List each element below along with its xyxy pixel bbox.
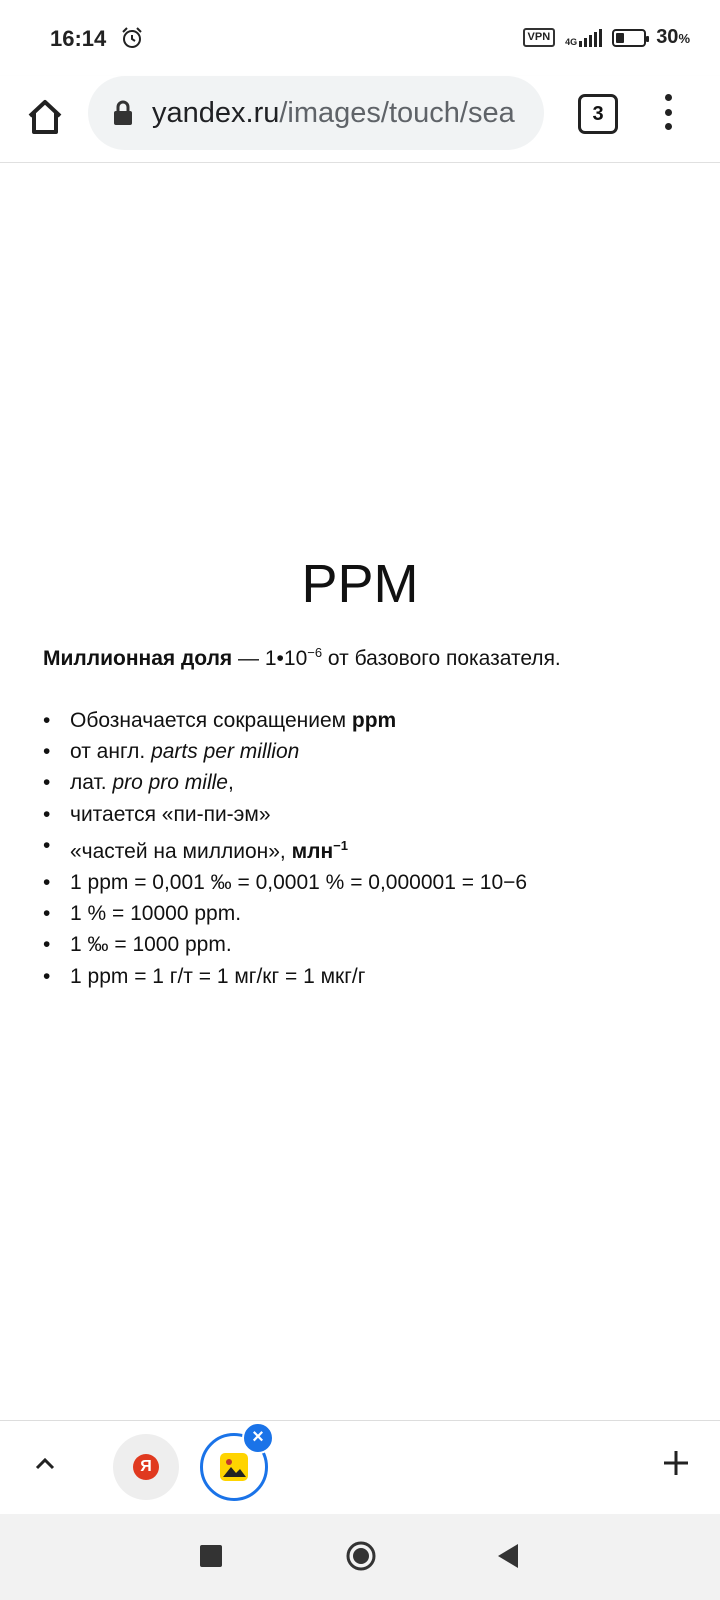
page-title: PPM (301, 554, 419, 614)
square-icon[interactable] (200, 1545, 222, 1567)
tab-close-button[interactable]: × (242, 1422, 274, 1454)
definition-line (43, 645, 561, 671)
list-item: • 1 ‰ = 1000 ppm. (43, 929, 527, 960)
list-item: • от англ. parts per million (43, 736, 527, 767)
status-time: 16:14 (50, 26, 107, 51)
battery-fill (616, 33, 624, 43)
signal-icon (579, 29, 602, 47)
more-vert-icon[interactable] (660, 94, 676, 130)
definition-exponent: −6 (307, 645, 323, 660)
url-text (152, 97, 515, 130)
list-item: • Обозначается сокращением ppm (43, 705, 527, 736)
list-item: • читается «пи-пи-эм» (43, 799, 527, 830)
triangle-back-icon[interactable] (496, 1542, 520, 1570)
list-item: • 1 ppm = 1 г/т = 1 мг/кг = 1 мкг/г (43, 961, 527, 992)
alarm-icon (120, 26, 144, 50)
definition-rest: от базового показателя. (322, 647, 561, 670)
network-type: 4G (565, 36, 578, 47)
battery-unit: % (678, 31, 690, 46)
definition-dash: — 1•10 (232, 647, 308, 670)
bullet-list (43, 705, 527, 992)
list-item: • лат. pro pro mille, (43, 767, 527, 798)
browser-toolbar (0, 76, 720, 163)
tab-switcher-button[interactable]: 3 (578, 94, 618, 134)
yandex-logo-icon: Я (133, 1454, 159, 1480)
battery-percent: 30 (656, 26, 679, 48)
home-icon[interactable] (22, 94, 68, 140)
page-content (0, 163, 720, 1420)
battery-text (656, 26, 690, 49)
tab-yandex[interactable] (113, 1434, 179, 1500)
definition-term: Миллионная доля (43, 647, 233, 670)
system-nav-bar (0, 1514, 720, 1600)
url-host: yandex.ru (152, 96, 280, 129)
plus-icon[interactable] (660, 1447, 692, 1479)
list-item: • 1 % = 10000 ppm. (43, 898, 527, 929)
url-path: /images/touch/sea (279, 96, 515, 129)
circle-icon[interactable] (345, 1540, 377, 1572)
vpn-badge: VPN (523, 28, 556, 47)
url-bar[interactable] (88, 76, 544, 150)
tab-strip (0, 1420, 720, 1515)
chevron-up-icon[interactable] (30, 1449, 60, 1479)
lock-icon (112, 100, 134, 126)
image-icon (220, 1453, 248, 1481)
status-right (523, 26, 690, 49)
list-item: • 1 ppm = 0,001 ‰ = 0,0001 % = 0,000001 = 10−6 (43, 867, 527, 898)
list-item: • «частей на миллион», млн$^{-1}$ (43, 830, 527, 867)
battery-icon (612, 29, 646, 47)
status-bar (0, 0, 720, 76)
network-indicator (565, 29, 602, 47)
